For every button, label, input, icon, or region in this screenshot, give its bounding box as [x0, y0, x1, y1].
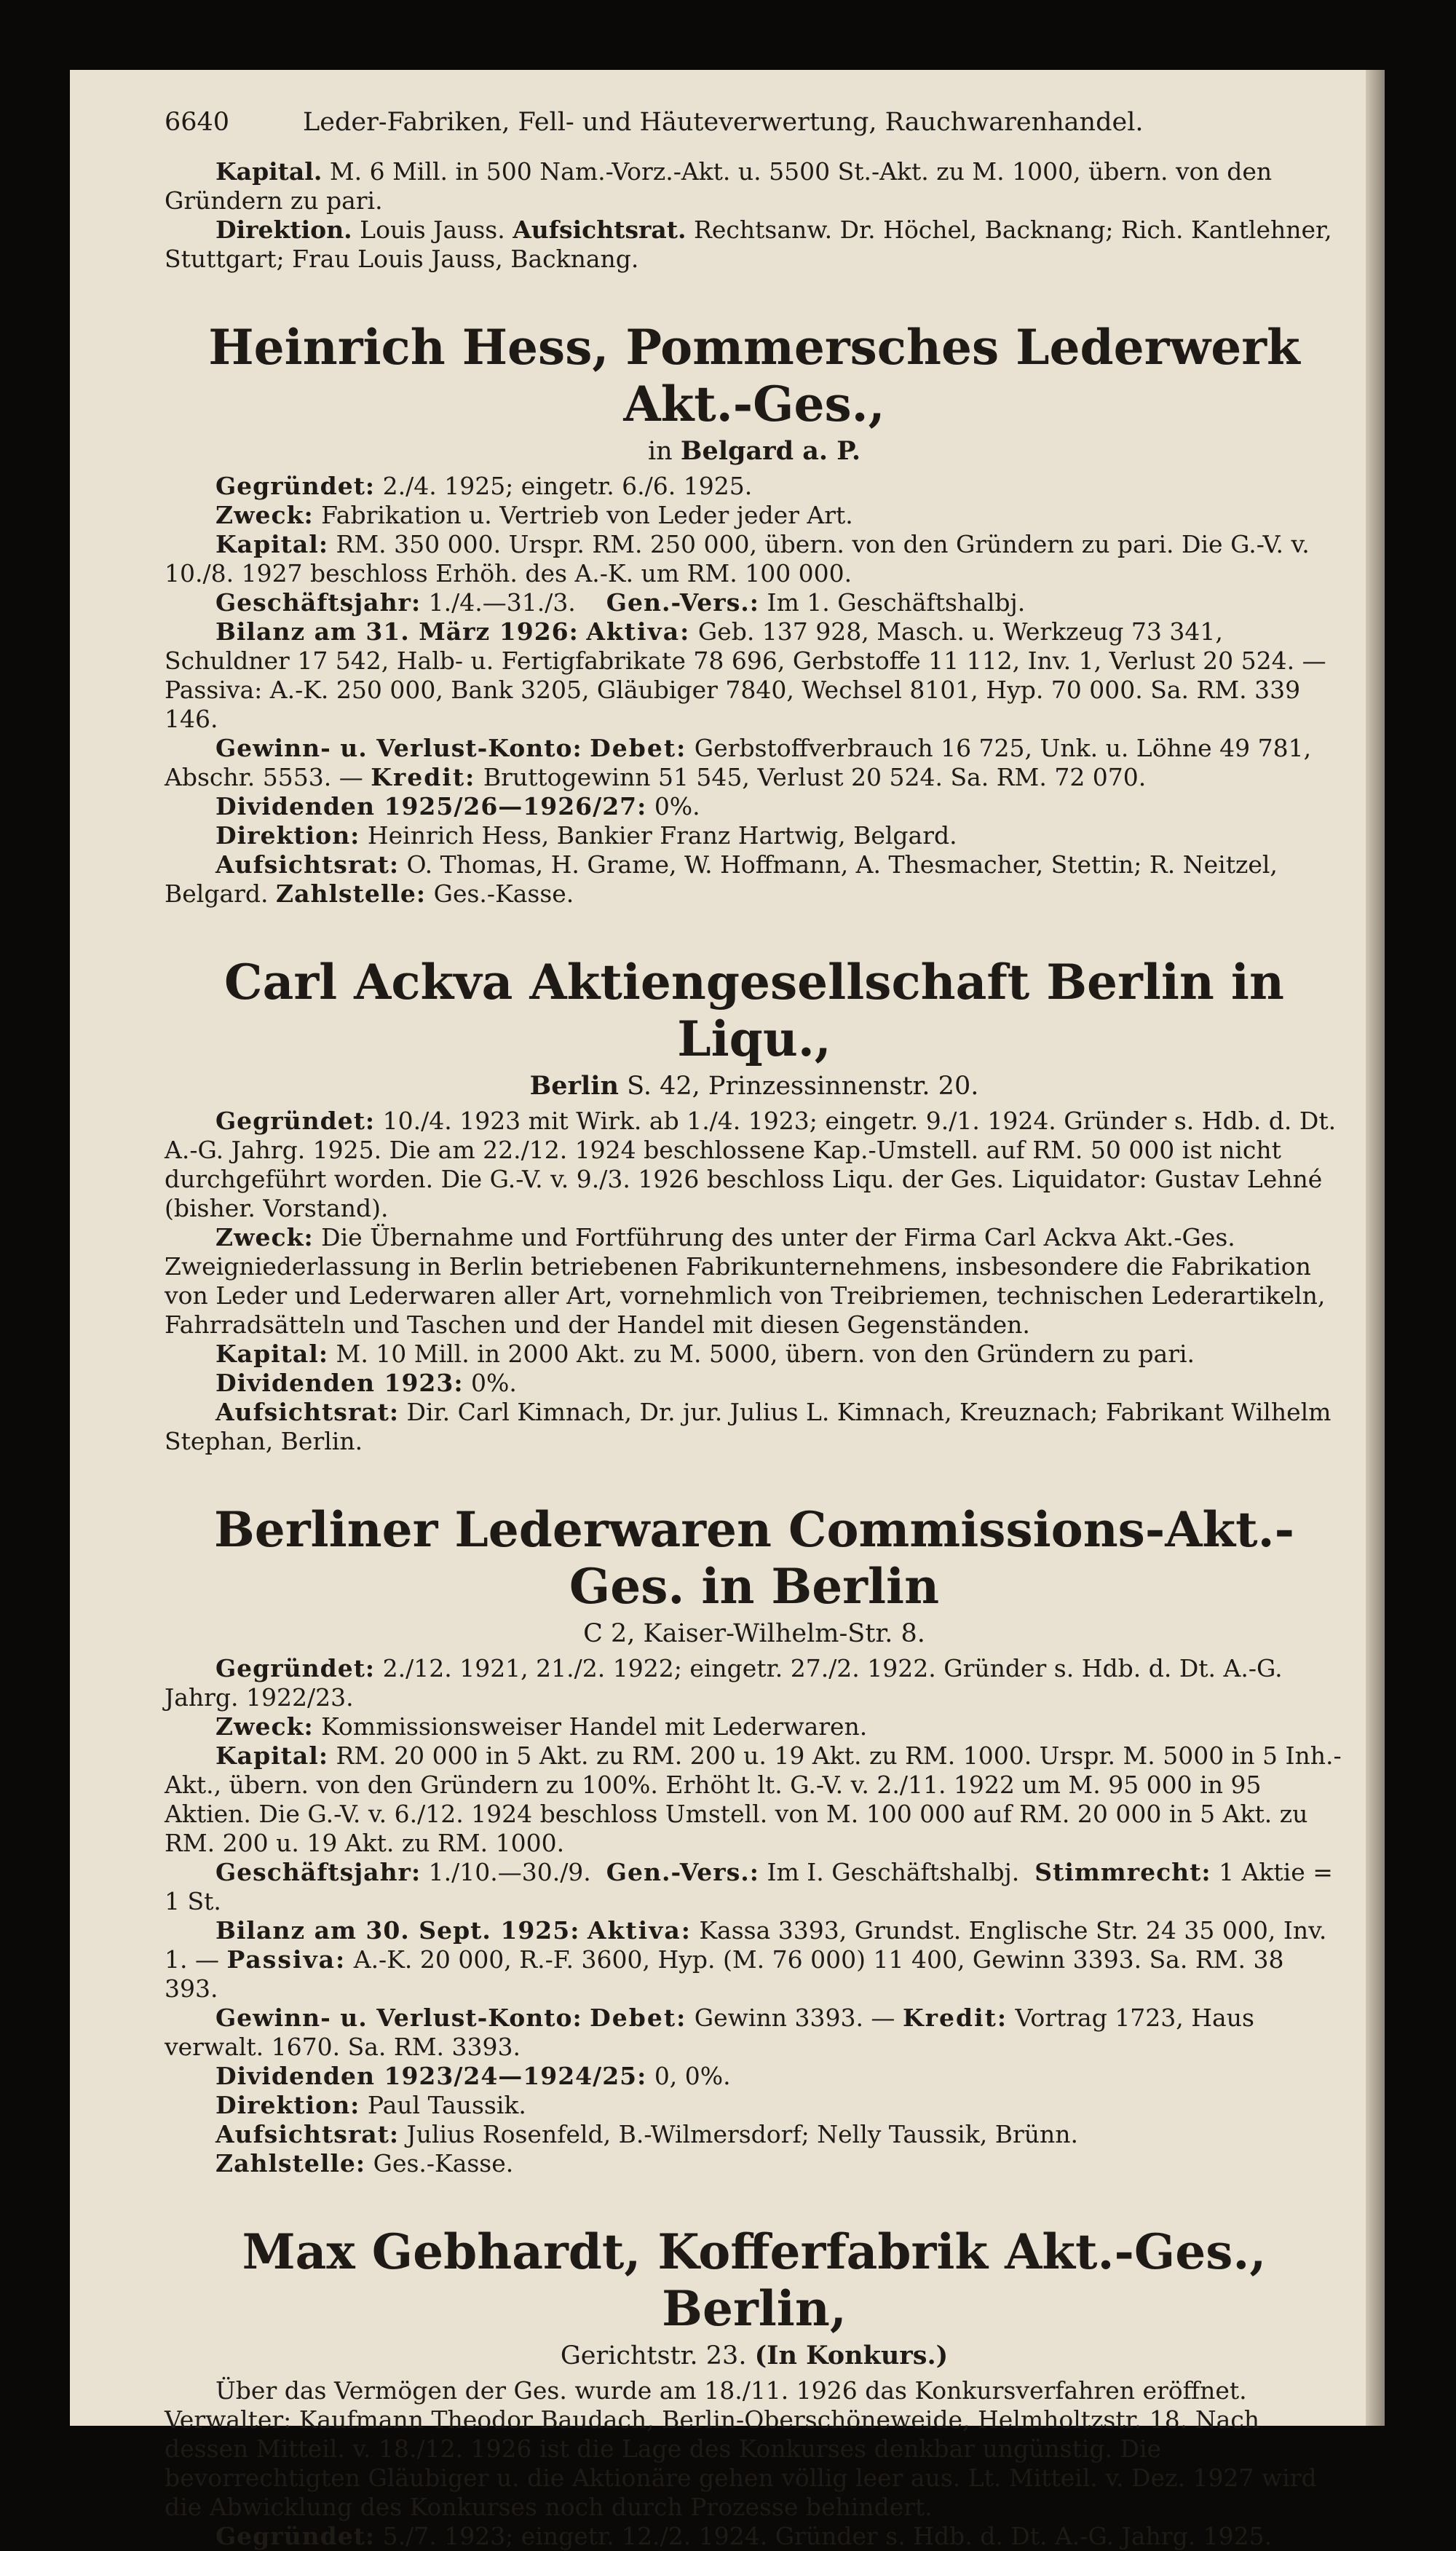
- direktion: Direktion: Heinrich Hess, Bankier Franz Hartwig, Belgard.: [215, 821, 957, 850]
- dividenden: Dividenden 1923/24—1924/25: 0, 0%.: [215, 2062, 731, 2090]
- company-location: in Belgard a. P.: [647, 436, 861, 466]
- zweck: Zweck: Fabrikation u. Vertrieb von Leder jeder Art.: [215, 501, 853, 529]
- zweck: Zweck: Die Übernahme und Fortführung des unter der Firma Carl Ackva Akt.-Ges. Zweigniederlassung in Berlin betriebenen Fabrikunternehmens, insbesondere die Fabrikation von Leder und Lederwaren aller Art, vornehmlich von Treibriemen, technischen Lederartikeln, Fahrradsätteln und Taschen und der Handel mit diesen Gegenständen.: [165, 1223, 1326, 1339]
- aufsichtsrat: Aufsichtsrat: Dir. Carl Kimnach, Dr. jur. Julius L. Kimnach, Kreuznach; Fabrikant Wilhelm Stephan, Berlin.: [165, 1398, 1332, 1455]
- geschaeftsjahr: Geschäftsjahr: 1./4.—31./3. Gen.-Vers.: Im 1. Geschäftshalbj.: [215, 588, 1026, 617]
- gegruendet: Gegründet: 2./4. 1925; eingetr. 6./6. 1925.: [215, 472, 753, 500]
- company-location: Berlin S. 42, Prinzessinnenstr. 20.: [529, 1071, 979, 1101]
- running-title: Leder-Fabriken, Fell- und Häuteverwertung, Rauchwarenhandel.: [303, 108, 1144, 137]
- intro-entry: [165, 157, 1344, 274]
- company-location: C 2, Kaiser-Wilhelm-Str. 8.: [583, 1619, 925, 1648]
- company-title: Berliner Lederwaren Commissions-Akt.-Ges. in Berlin: [213, 1501, 1295, 1615]
- kapital: Kapital: RM. 20 000 in 5 Akt. zu RM. 200 u. 19 Akt. zu RM. 1000. Urspr. M. 5000 in 5 Inh.-Akt., übern. von den Gründern zu 100%. Erhöht lt. G.-V. v. 2./11. 1922 um M. 95 000 in 95 Aktien. Die G.-V. v. 6./12. 1924 beschloss Umstell. von M. 100 000 auf RM. 20 000 in 5 Akt. zu RM. 200 u. 19 Akt. zu RM. 1000.: [165, 1741, 1342, 1857]
- running-header: [165, 108, 1344, 137]
- intro-kapital: Kapital. M. 6 Mill. in 500 Nam.-Vorz.-Akt. u. 5500 St.-Akt. zu M. 1000, übern. von den Gründern zu pari.: [165, 157, 1273, 215]
- page-content: [165, 108, 1344, 2551]
- konkurs-text: Über das Vermögen der Ges. wurde am 18./11. 1926 das Konkursverfahren eröffnet. Verwalter: Kaufmann Theodor Baudach, Berlin-Oberschöneweide, Helmholtzstr. 18. Nach dessen Mitteil. v. 18./12. 1926 ist die Lage des Konkurses denkbar ungünstig. Die bevorrechtigten Gläubiger u. die Aktionäre gehen völlig leer aus. Lt. Mitteil. v. Dez. 1927 wird die Abwicklung des Konkurses noch durch Prozesse behindert.: [165, 2376, 1317, 2521]
- book-page: [70, 70, 1385, 2550]
- bilanz: Bilanz am 30. Sept. 1925: Aktiva: Kassa 3393, Grundst. Englische Str. 24 35 000, Inv. 1. — Passiva: A.-K. 20 000, R.-F. 3600, Hyp. (M. 76 000) 11 400, Gewinn 3393. Sa. RM. 38 393.: [165, 1916, 1327, 2003]
- kapital: Kapital: M. 10 Mill. in 2000 Akt. zu M. 5000, übern. von den Gründern zu pari.: [215, 1340, 1195, 1368]
- aufsichtsrat: Aufsichtsrat: O. Thomas, H. Grame, W. Hoffmann, A. Thesmacher, Stettin; R. Neitzel, Belgard. Zahlstelle: Ges.-Kasse.: [165, 850, 1278, 908]
- dividenden: Dividenden 1925/26—1926/27: 0%.: [215, 792, 700, 820]
- dividenden: Dividenden 1923: 0%.: [215, 1369, 517, 1397]
- bilanz: Bilanz am 31. März 1926: Aktiva: Geb. 137 928, Masch. u. Werkzeug 73 341, Schuldner 17 542, Halb- u. Fertigfabrikate 78 696, Gerbstoffe 11 112, Inv. 1, Verlust 20 524. — Passiva: A.-K. 250 000, Bank 3205, Gläubiger 7840, Wechsel 8101, Hyp. 70 000. Sa. RM. 339 146.: [165, 617, 1326, 733]
- company-title: Heinrich Hess, Pommersches Lederwerk Akt.-Ges.,: [208, 319, 1300, 432]
- company-title: Carl Ackva Aktiengesellschaft Berlin in Liqu.,: [224, 954, 1284, 1067]
- gewinn-verlust: Gewinn- u. Verlust-Konto: Debet: Gewinn 3393. — Kredit: Vortrag 1723, Haus verwalt. 1670. Sa. RM. 3393.: [165, 2004, 1254, 2061]
- kapital: Kapital: RM. 350 000. Urspr. RM. 250 000, übern. von den Gründern zu pari. Die G.-V. v. 10./8. 1927 beschloss Erhöh. des A.-K. um RM. 100 000.: [165, 530, 1310, 588]
- zweck: Zweck: Kommissionsweiser Handel mit Lederwaren.: [215, 1712, 868, 1741]
- company-entry-hess: [165, 319, 1344, 909]
- zahlstelle: Zahlstelle: Ges.-Kasse.: [215, 2149, 514, 2178]
- aufsichtsrat: Aufsichtsrat: Julius Rosenfeld, B.-Wilmersdorf; Nelly Taussik, Brünn.: [215, 2120, 1078, 2148]
- company-entry-ackva: [165, 954, 1344, 1456]
- gegruendet: Gegründet: 2./12. 1921, 21./2. 1922; eingetr. 27./2. 1922. Gründer s. Hdb. d. Dt. A.-G. Jahrg. 1922/23.: [165, 1654, 1283, 1712]
- gegruendet: Gegründet: 5./7. 1923; eingetr. 12./2. 1924. Gründer s. Hdb. d. Dt. A.-G. Jahrg. 1925.: [215, 2522, 1273, 2550]
- company-title: Max Gebhardt, Kofferfabrik Akt.-Ges., Berlin,: [242, 2223, 1267, 2337]
- company-entry-berliner-lederwaren: [165, 1501, 1344, 2178]
- gegruendet: Gegründet: 10./4. 1923 mit Wirk. ab 1./4. 1923; eingetr. 9./1. 1924. Gründer s. Hdb. d. Dt. A.-G. Jahrg. 1925. Die am 22./12. 1924 beschlossene Kap.-Umstell. auf RM. 50 000 ist nicht durchgeführt worden. Die G.-V. v. 9./3. 1926 beschloss Liqu. der Ges. Liquidator: Gustav Lehné (bisher. Vorstand).: [165, 1107, 1337, 1222]
- page-number: 6640: [165, 108, 230, 137]
- gewinn-verlust: Gewinn- u. Verlust-Konto: Debet: Gerbstoffverbrauch 16 725, Unk. u. Löhne 49 781, Abschr. 5553. — Kredit: Bruttogewinn 51 545, Verlust 20 524. Sa. RM. 72 070.: [165, 734, 1312, 791]
- company-location: Gerichtstr. 23. (In Konkurs.): [560, 2341, 949, 2370]
- intro-direktion: Direktion. Louis Jauss. Aufsichtsrat. Rechtsanw. Dr. Höchel, Backnang; Rich. Kantlehner, Stuttgart; Frau Louis Jauss, Backnang.: [165, 215, 1332, 273]
- direktion: Direktion: Paul Taussik.: [215, 2091, 526, 2119]
- company-entry-gebhardt: [165, 2223, 1344, 2551]
- geschaeftsjahr: Geschäftsjahr: 1./10.—30./9. Gen.-Vers.: Im I. Geschäftshalbj. Stimmrecht: 1 Aktie = 1 St.: [165, 1858, 1333, 1915]
